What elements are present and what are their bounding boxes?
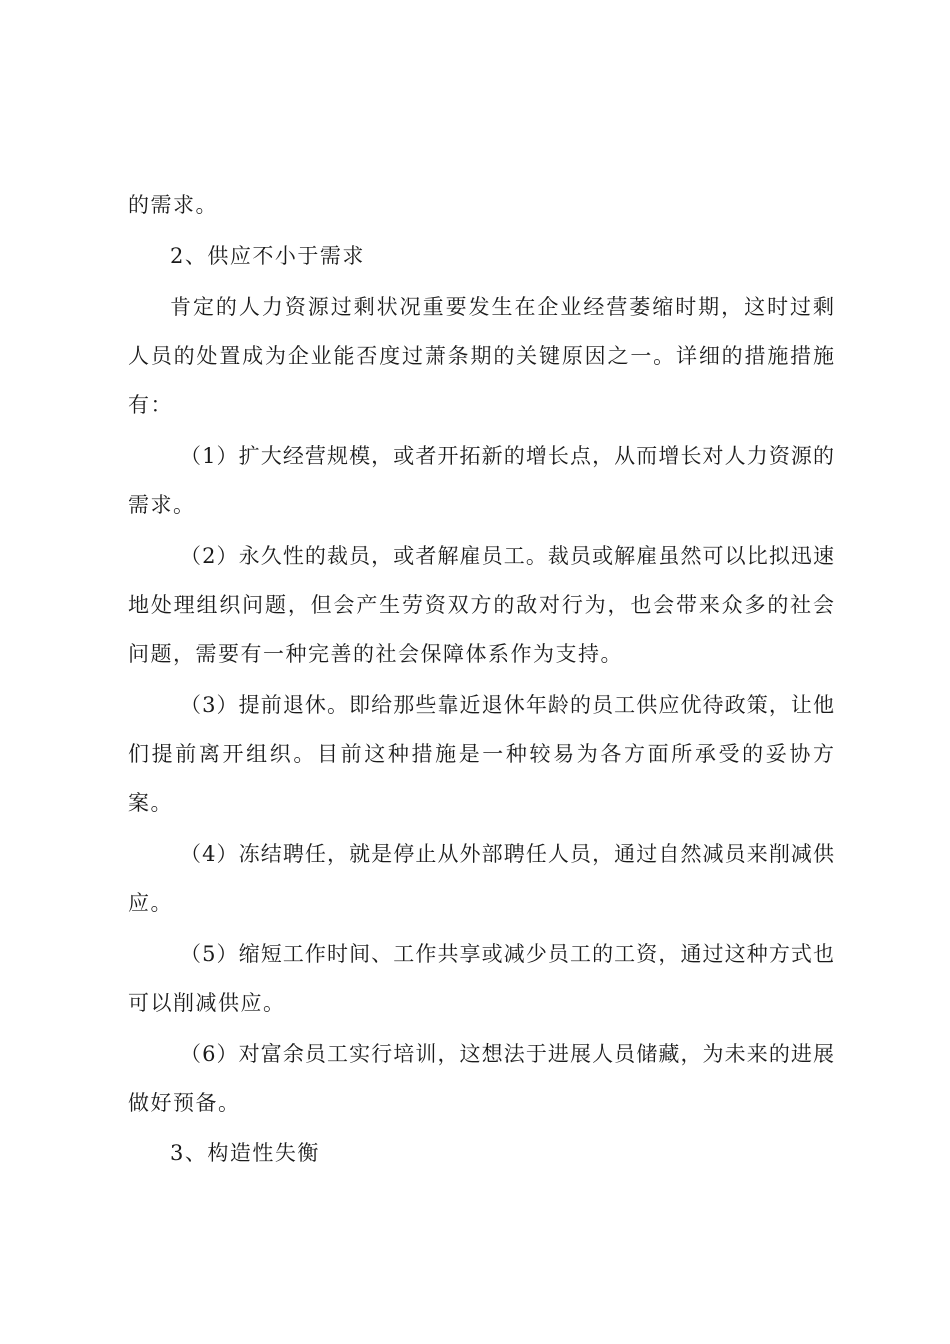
paragraph-line: 肯定的人力资源过剩状况重要发生在企业经营萎缩时期，这时过剩 — [170, 295, 834, 319]
list-item-3-line: （3）提前退休。即给那些靠近退休年龄的员工供应优待政策，让他 — [180, 693, 834, 717]
section-heading-2: 2、供应不小于需求 — [170, 244, 365, 268]
list-item-3-line: 们提前离开组织。目前这种措施是一种较易为各方面所承受的妥协方 — [128, 742, 834, 766]
paragraph-line: 有： — [128, 393, 173, 417]
list-item-5-line: （5）缩短工作时间、工作共享或减少员工的工资，通过这种方式也 — [180, 942, 834, 966]
paragraph-line: 人员的处置成为企业能否度过萧条期的关键原因之一。详细的措施措施 — [128, 344, 834, 368]
list-item-2-line: 地处理组织问题，但会产生劳资双方的敌对行为，也会带来众多的社会 — [128, 593, 834, 617]
section-heading-3: 3、构造性失衡 — [170, 1141, 320, 1165]
list-item-6-line: （6）对富余员工实行培训，这想法于进展人员储藏，为未来的进展 — [180, 1042, 834, 1066]
list-item-6-line: 做好预备。 — [128, 1091, 241, 1115]
list-item-2-line: （2）永久性的裁员，或者解雇员工。裁员或解雇虽然可以比拟迅速 — [180, 544, 834, 568]
list-item-1-line: （1）扩大经营规模，或者开拓新的增长点，从而增长对人力资源的 — [180, 444, 834, 468]
list-item-3-line: 案。 — [128, 791, 173, 815]
list-item-4-line: 应。 — [128, 891, 173, 915]
list-item-4-line: （4）冻结聘任，就是停止从外部聘任人员，通过自然减员来削减供 — [180, 842, 834, 866]
paragraph-continuation: 的需求。 — [128, 193, 218, 217]
list-item-2-line: 问题，需要有一种完善的社会保障体系作为支持。 — [128, 642, 623, 666]
list-item-5-line: 可以削减供应。 — [128, 991, 286, 1015]
list-item-1-line: 需求。 — [128, 493, 196, 517]
